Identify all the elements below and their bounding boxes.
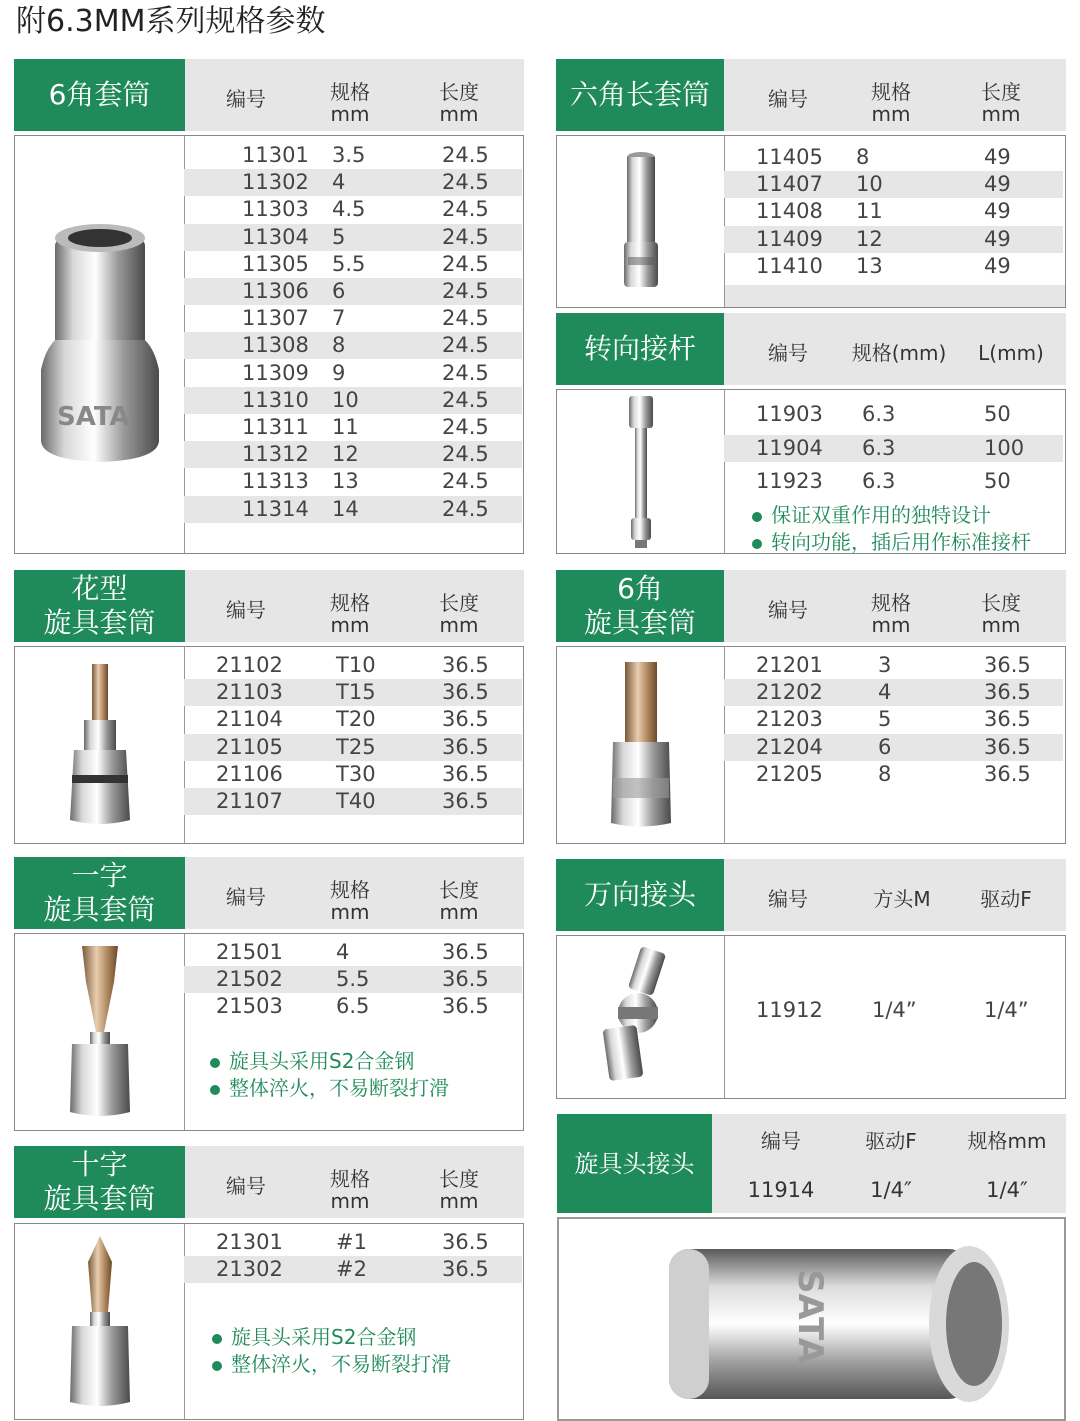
slotted-bit-socket-icon: [60, 942, 140, 1122]
cell-length: 36.5: [442, 994, 489, 1019]
section-header: [14, 570, 524, 642]
bit-adapter-icon: [599, 1229, 1019, 1409]
col-header-length: 长度 mm: [439, 80, 479, 126]
section-deep-hex-socket: [556, 59, 1066, 308]
table-row: [184, 679, 522, 706]
cell-code: 21107: [216, 789, 283, 813]
col-header-length: 长度 mm: [981, 80, 1021, 126]
cell-length: 100: [984, 435, 1025, 460]
cell-length: 49: [984, 145, 1011, 169]
col-header-length: L(mm): [978, 341, 1044, 365]
cell-size: 10: [332, 387, 359, 412]
note-text: 保证双重作用的独特设计: [771, 503, 991, 527]
note-item: [752, 526, 1031, 555]
col-header-drive: 驱动F: [865, 1129, 917, 1153]
cell-size: 13: [332, 469, 359, 494]
cell-size: 7: [332, 306, 346, 331]
cell-code: 21106: [216, 761, 283, 786]
cell-size: 8: [878, 761, 892, 786]
cell-size: T20: [336, 707, 376, 732]
col-header-size: 规格 mm: [330, 878, 370, 924]
col-header-size: 规格 mm: [330, 1167, 370, 1213]
torx-bit-socket-icon: [60, 660, 140, 830]
cell-size: T25: [336, 734, 376, 759]
cell-code: 21302: [216, 1257, 283, 1282]
cell-length: 36.5: [442, 653, 489, 677]
section-label: 一字 旋具套筒: [14, 857, 185, 929]
note-item: [212, 1348, 451, 1377]
cell-code: 21202: [756, 680, 823, 705]
table-row: [184, 734, 522, 761]
note-item: [210, 1045, 414, 1074]
cell-length: 1/4”: [984, 998, 1029, 1022]
table-row: [184, 332, 522, 359]
table-row: [724, 401, 1063, 428]
col-header-size: 规格 mm: [330, 591, 370, 637]
section-header: [556, 570, 1066, 642]
cell-size: #1: [336, 1230, 367, 1254]
cell-code: 11410: [756, 253, 823, 278]
table-row: [724, 706, 1063, 733]
hex-socket-icon: [35, 220, 165, 470]
cell-size: 3.5: [332, 143, 366, 167]
table-row: [184, 360, 522, 387]
cell-code: 21205: [756, 761, 823, 786]
cell-size: 6.3: [862, 402, 896, 426]
cell-length: 24.5: [442, 279, 489, 303]
cell-length: 24.5: [442, 170, 489, 195]
image-cell: [15, 1224, 185, 1419]
cell-length: 24.5: [442, 469, 489, 494]
table-row: [184, 414, 522, 441]
cell-size: 6: [332, 279, 346, 303]
cell-length: 36.5: [442, 789, 489, 813]
cell-length: 49: [984, 199, 1011, 224]
cell-size: 5: [878, 707, 892, 732]
cell-code: 11302: [242, 170, 309, 195]
table-row: [724, 253, 1063, 280]
cell-size: 11: [856, 199, 883, 224]
cell-length: 50: [984, 469, 1011, 493]
note-item: [212, 1321, 416, 1350]
cell-code: 11923: [756, 469, 823, 493]
section-header: [14, 1146, 524, 1218]
cell-size: 6: [878, 734, 892, 759]
cell-size: 13: [856, 253, 883, 278]
cell-code: 21104: [216, 707, 283, 732]
cell-code: 11301: [242, 143, 309, 167]
col-header-code: 编号: [768, 598, 808, 622]
table-row: [184, 468, 522, 495]
universal-joint-icon: [586, 947, 696, 1087]
section-hex-socket: [14, 59, 524, 554]
cell-size: 8: [332, 333, 346, 358]
cell-length: 24.5: [442, 333, 489, 358]
note-text: 整体淬火，不易断裂打滑: [231, 1352, 451, 1376]
col-header-code: 编号: [226, 598, 266, 622]
col-header-size: 规格mm: [967, 1129, 1047, 1153]
cell-length: 36.5: [442, 1257, 489, 1282]
table-row: [184, 305, 522, 332]
section-hex-bit-socket: [556, 570, 1066, 844]
section-body: [557, 1217, 1066, 1421]
col-header-length: 驱动F: [980, 887, 1032, 911]
section-header: [556, 313, 1066, 385]
col-header-code: 编号: [226, 1174, 266, 1198]
section-label: 六角长套筒: [556, 59, 724, 131]
table-row: [184, 788, 522, 815]
bullet-icon: [210, 1058, 220, 1068]
image-cell: [15, 136, 185, 553]
cell-code: 21201: [756, 653, 823, 677]
col-header-length: 长度 mm: [439, 878, 479, 924]
cell-length: 36.5: [984, 653, 1031, 677]
cell-size: 5.5: [336, 967, 370, 992]
cell-code: 21301: [216, 1230, 283, 1254]
section-header: [556, 59, 1066, 131]
section-torx-bit-socket: [14, 570, 524, 844]
cell-code: 11306: [242, 279, 309, 303]
brand-text: SATA: [56, 401, 130, 432]
cell-size: 12: [856, 226, 883, 251]
cell-code: 21103: [216, 680, 283, 705]
section-label: 十字 旋具套筒: [14, 1146, 185, 1218]
bullet-icon: [212, 1334, 222, 1344]
cell-size: T15: [336, 680, 376, 705]
table-row: [724, 679, 1063, 706]
cell-code: 11408: [756, 199, 823, 224]
extension-bar-icon: [621, 394, 661, 549]
image-cell: [557, 647, 725, 843]
table-row: [724, 226, 1063, 253]
cell-size: 4: [878, 680, 892, 705]
col-header-size: 规格 mm: [871, 80, 911, 126]
table-row: [184, 251, 522, 278]
cell-size: 1/4”: [872, 998, 917, 1022]
col-header-code: 编号: [768, 341, 808, 365]
col-header-size: 规格 mm: [871, 591, 911, 637]
cell-length: 24.5: [442, 143, 489, 167]
cell-size: 9: [332, 360, 346, 385]
table-row: [184, 278, 522, 305]
cell-code: 11308: [242, 333, 309, 358]
section-label: 转向接杆: [556, 313, 724, 385]
cell-size: T40: [336, 789, 376, 813]
section-label: 6角 旋具套筒: [556, 570, 724, 642]
section-label: 6角套筒: [14, 59, 185, 131]
note-text: 旋具头采用S2合金钢: [229, 1049, 415, 1073]
table-row: [184, 966, 522, 993]
cell-size: #2: [336, 1257, 367, 1282]
cell-size: 6.3: [862, 469, 896, 493]
cell-code: 11304: [242, 224, 309, 249]
cell-length: 24.5: [442, 496, 489, 521]
table-row: [184, 224, 522, 251]
cell-length: 36.5: [442, 940, 489, 964]
bullet-icon: [210, 1085, 220, 1095]
image-cell: [15, 647, 185, 843]
cell-length: 36.5: [984, 761, 1031, 786]
bullet-icon: [212, 1361, 222, 1371]
cell-length: 36.5: [442, 680, 489, 705]
table-row: [184, 993, 522, 1020]
cell-length: 24.5: [442, 197, 489, 222]
note-item: [210, 1072, 449, 1101]
bullet-icon: [752, 512, 762, 522]
col-header-size: 方头M: [873, 887, 931, 911]
cell-size: 5: [332, 224, 346, 249]
cell-code: 21204: [756, 734, 823, 759]
col-header-length: 长度 mm: [981, 591, 1021, 637]
cell-size: 3: [878, 653, 892, 677]
cell-code: 11310: [242, 387, 309, 412]
cell-length: 24.5: [442, 415, 489, 439]
cell-length: 49: [984, 226, 1011, 251]
cell-code: 11405: [756, 145, 823, 169]
section-label: 万向接头: [556, 859, 724, 931]
cell-code: 11904: [756, 435, 823, 460]
cell-code: 11914: [747, 1178, 815, 1202]
col-header-size: 规格 mm: [330, 80, 370, 126]
table-row: [184, 496, 522, 523]
cell-length: 36.5: [984, 734, 1031, 759]
section-extension-bar: [556, 313, 1066, 554]
cell-code: 21105: [216, 734, 283, 759]
cell-size: T10: [336, 653, 376, 677]
brand-text: SATA: [790, 1269, 830, 1365]
cell-code: 11912: [756, 998, 823, 1022]
bullet-icon: [752, 539, 762, 549]
phillips-bit-socket-icon: [60, 1232, 140, 1412]
table-row: [184, 441, 522, 468]
col-header-length: 长度 mm: [439, 1167, 479, 1213]
table-row: [724, 144, 1063, 171]
section-label: 花型 旋具套筒: [14, 570, 185, 642]
cell-length: 50: [984, 402, 1011, 426]
note-text: 转向功能，插后用作标准接杆: [771, 530, 1031, 554]
cell-code: 11307: [242, 306, 309, 331]
table-row: [184, 761, 522, 788]
cell-size: 4: [336, 940, 350, 964]
col-header-size: 规格(mm): [851, 341, 947, 365]
cell-length: 24.5: [442, 442, 489, 467]
col-header-code: 编号: [768, 87, 808, 111]
table-row: [184, 652, 522, 679]
cell-code: 11305: [242, 251, 309, 276]
note-item: [752, 499, 991, 528]
cell-length: 36.5: [442, 734, 489, 759]
cell-code: 21502: [216, 967, 283, 992]
cell-code: 11409: [756, 226, 823, 251]
col-header-code: 编号: [226, 885, 266, 909]
cell-length: 36.5: [984, 680, 1031, 705]
table-row: [184, 1256, 522, 1283]
section-universal-joint: [556, 859, 1066, 1099]
cell-size: 4: [332, 170, 346, 195]
note-text: 旋具头采用S2合金钢: [231, 1325, 417, 1349]
deep-socket-icon: [616, 147, 666, 297]
cell-length: 36.5: [442, 761, 489, 786]
cell-length: 24.5: [442, 251, 489, 276]
section-header: [14, 857, 524, 929]
blank-row: [725, 285, 1065, 307]
cell-code: 11311: [242, 415, 309, 439]
section-header: [14, 59, 524, 131]
cell-length: 49: [984, 253, 1011, 278]
col-header-code: 编号: [761, 1129, 801, 1153]
cell-size: 11: [332, 415, 359, 439]
cell-code: 11312: [242, 442, 309, 467]
image-cell: [557, 136, 725, 307]
table-row: [184, 169, 522, 196]
col-header-length: 长度 mm: [439, 591, 479, 637]
table-row: [184, 196, 522, 223]
table-row: [184, 1229, 522, 1256]
cell-length: 36.5: [442, 967, 489, 992]
cell-code: 21501: [216, 940, 283, 964]
cell-size: 4.5: [332, 197, 366, 222]
table-row: [184, 939, 522, 966]
table-row: [724, 761, 1063, 788]
col-header-code: 编号: [226, 87, 266, 111]
cell-size: T30: [336, 761, 376, 786]
note-text: 整体淬火，不易断裂打滑: [229, 1076, 449, 1100]
section-label: 旋具头接头: [557, 1114, 712, 1213]
image-cell: [15, 934, 185, 1130]
section-bit-adapter: [557, 1114, 1066, 1421]
table-row: [724, 171, 1063, 198]
cell-length: 24.5: [442, 360, 489, 385]
table-row: [724, 734, 1063, 761]
cell-size: 8: [856, 145, 870, 169]
image-cell: [557, 390, 725, 553]
cell-size: 14: [332, 496, 359, 521]
cell-code: 21203: [756, 707, 823, 732]
cell-code: 11309: [242, 360, 309, 385]
cell-code: 11903: [756, 402, 823, 426]
col-header-code: 编号: [768, 887, 808, 911]
cell-length: 36.5: [442, 707, 489, 732]
cell-code: 11303: [242, 197, 309, 222]
cell-size: 1/4″: [986, 1178, 1028, 1202]
cell-code: 21503: [216, 994, 283, 1019]
table-row: [724, 198, 1063, 225]
cell-size: 6.5: [336, 994, 370, 1019]
cell-length: 24.5: [442, 224, 489, 249]
hex-bit-socket-icon: [601, 658, 681, 833]
page-title: 附6.3MM系列规格参数: [16, 4, 326, 39]
table-row: [184, 706, 522, 733]
cell-code: 11313: [242, 469, 309, 494]
section-header: [556, 859, 1066, 931]
cell-length: 36.5: [984, 707, 1031, 732]
cell-length: 24.5: [442, 387, 489, 412]
cell-size: 5.5: [332, 251, 366, 276]
cell-length: 24.5: [442, 306, 489, 331]
cell-length: 49: [984, 172, 1011, 197]
cell-code: 11314: [242, 496, 309, 521]
table-row: [724, 435, 1063, 462]
table-row: [184, 387, 522, 414]
cell-size: 12: [332, 442, 359, 467]
image-cell: [557, 936, 725, 1098]
section-phillips-bit-socket: [14, 1146, 524, 1420]
cell-code: 11407: [756, 172, 823, 197]
cell-size: 6.3: [862, 435, 896, 460]
cell-drive: 1/4″: [870, 1178, 912, 1202]
cell-code: 21102: [216, 653, 283, 677]
cell-size: 10: [856, 172, 883, 197]
section-header: [557, 1114, 1066, 1213]
table-row: [724, 468, 1063, 495]
table-row: [184, 142, 522, 169]
table-row: [724, 997, 1063, 1024]
section-slotted-bit-socket: [14, 857, 524, 1131]
cell-length: 36.5: [442, 1230, 489, 1254]
table-row: [724, 652, 1063, 679]
